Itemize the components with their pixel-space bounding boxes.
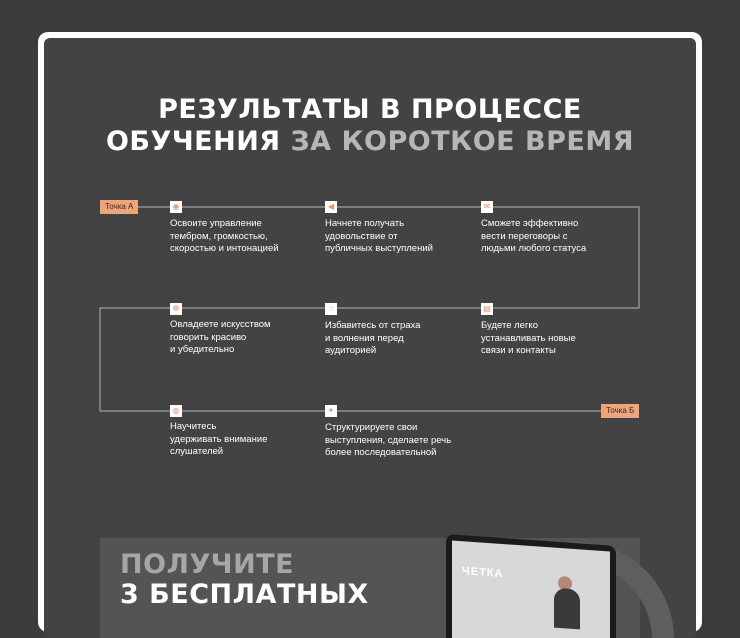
result-item-4-line-1: Овладеете искусством <box>170 319 271 330</box>
result-item-8-line-1: Структурируете свои <box>325 422 418 433</box>
result-item-4-line-2: говорить красиво <box>170 331 247 343</box>
result-item-8-line-3: более последовательной <box>325 447 437 458</box>
result-item-4 <box>170 319 305 357</box>
laptop-screen-text: ЧЕТКА <box>462 565 504 581</box>
result-item-6 <box>481 320 616 358</box>
result-item-1-line-1: Освоите управление <box>170 218 262 229</box>
result-item-8 <box>325 422 475 460</box>
result-item-4-line-3: и убедительно <box>170 344 235 355</box>
results-card <box>44 38 696 638</box>
result-item-1-line-2: тембром, громкостью, <box>170 230 268 242</box>
result-item-6-line-3: связи и контакты <box>481 345 556 356</box>
attention-icon: ◍ <box>170 405 182 417</box>
result-item-5-line-3: аудиторией <box>325 345 377 356</box>
thumbs-up-icon: ☝ <box>325 303 337 315</box>
result-item-8-line-2: выступления, сделаете речь <box>325 434 452 446</box>
speaker-figure <box>554 588 580 630</box>
result-item-2-line-3: публичных выступлений <box>325 243 433 254</box>
megaphone-icon: ◀ <box>325 201 337 213</box>
result-item-2 <box>325 218 460 256</box>
laptop-screen <box>452 540 610 638</box>
title-line-2-accent: ЗА КОРОТКОЕ ВРЕМЯ <box>290 126 634 157</box>
result-item-6-line-1: Будете легко <box>481 320 538 331</box>
result-item-5-line-2: и волнения перед <box>325 332 404 344</box>
promo-banner[interactable] <box>100 538 640 638</box>
result-item-1 <box>170 218 305 256</box>
result-item-3-line-2: вести переговоры с <box>481 230 568 242</box>
handshake-icon: ✉ <box>481 201 493 213</box>
result-item-5 <box>325 320 460 358</box>
contacts-icon: ▤ <box>481 303 493 315</box>
result-item-7-line-1: Научитесь <box>170 421 217 432</box>
promo-title-line-2: 3 БЕСПЛАТНЫХ <box>120 579 369 610</box>
result-item-2-line-1: Начнете получать <box>325 218 405 229</box>
promo-title-line-1: ПОЛУЧИТЕ <box>120 549 295 580</box>
result-item-7-line-3: слушателей <box>170 446 224 457</box>
point-b-badge: Точка Б <box>601 404 639 418</box>
promo-title <box>120 550 369 610</box>
structure-icon: ✦ <box>325 405 337 417</box>
point-a-badge: Точка А <box>100 200 138 214</box>
result-item-6-line-2: устанавливать новые <box>481 332 576 344</box>
laptop-image <box>446 534 616 638</box>
voice-icon: ◉ <box>170 201 182 213</box>
result-item-2-line-2: удовольствие от <box>325 230 398 242</box>
result-item-1-line-3: скоростью и интонацией <box>170 243 279 254</box>
result-item-3-line-3: людьми любого статуса <box>481 243 587 254</box>
result-item-3-line-1: Сможете эффективно <box>481 218 579 229</box>
result-item-3 <box>481 218 616 256</box>
result-item-5-line-1: Избавитесь от страха <box>325 320 421 331</box>
title-line-2-main: ОБУЧЕНИЯ <box>105 126 281 157</box>
speech-icon: ❁ <box>170 303 182 315</box>
title-line-1: РЕЗУЛЬТАТЫ В ПРОЦЕССЕ <box>158 94 582 125</box>
result-item-7-line-2: удерживать внимание <box>170 433 268 445</box>
result-item-7 <box>170 421 305 459</box>
